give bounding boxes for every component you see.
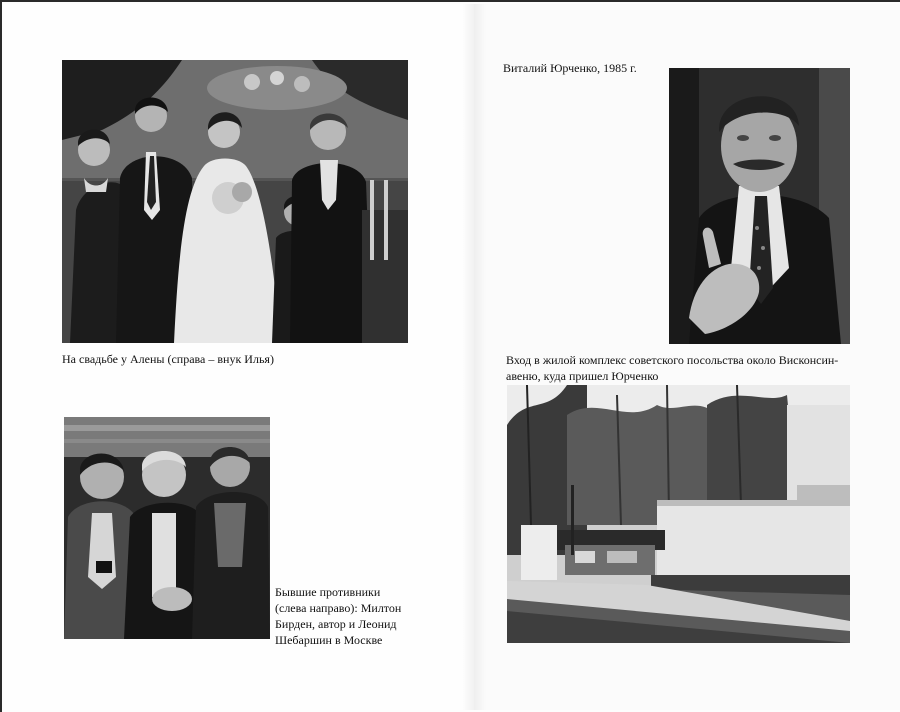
embassy-entrance-photo bbox=[507, 385, 850, 643]
three-men-illustration bbox=[64, 417, 270, 639]
wedding-caption: На свадьбе у Алены (справа – внук Илья) bbox=[62, 352, 274, 366]
embassy-caption-line-2: авеню, куда пришел Юрченко bbox=[506, 369, 659, 383]
three-men-photo bbox=[64, 417, 270, 639]
portrait-illustration bbox=[669, 68, 850, 344]
three-men-caption-line-4: Шебаршин в Москве bbox=[275, 633, 383, 647]
three-men-caption bbox=[275, 584, 445, 648]
embassy-caption-line-1: Вход в жилой комплекс советского посольства около Висконсин- bbox=[506, 353, 839, 367]
page-gutter bbox=[462, 4, 486, 710]
three-men-caption-line-1: Бывшие противники bbox=[275, 585, 381, 599]
embassy-illustration bbox=[507, 385, 850, 643]
yurchenko-portrait-photo bbox=[669, 68, 850, 344]
embassy-caption bbox=[506, 352, 866, 384]
three-men-caption-line-2: (слева направо): Милтон bbox=[275, 601, 402, 615]
portrait-caption: Виталий Юрченко, 1985 г. bbox=[503, 61, 637, 75]
wedding-photo bbox=[62, 60, 408, 343]
wedding-photo-illustration bbox=[62, 60, 408, 343]
three-men-caption-line-3: Бирден, автор и Леонид bbox=[275, 617, 397, 631]
